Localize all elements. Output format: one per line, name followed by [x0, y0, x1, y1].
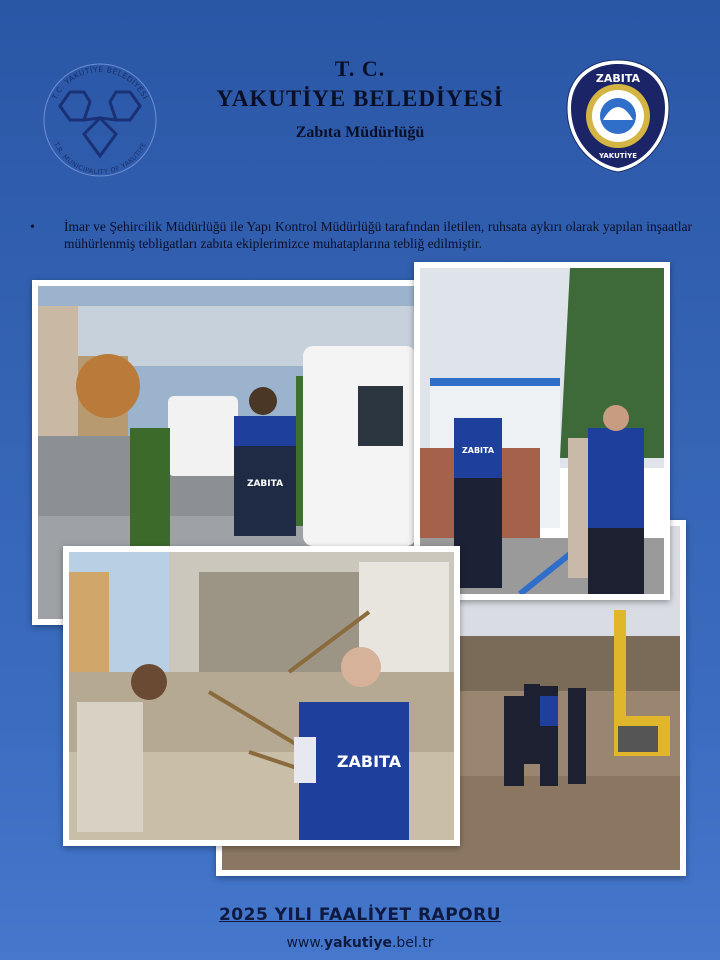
- svg-text:T.C. YAKUTİYE BELEDİYESİ: [50, 65, 150, 102]
- photo-construction-site: [63, 546, 460, 846]
- url-suffix: .bel.tr: [391, 935, 434, 951]
- emblem-bottom-text: YAKUTİYE: [598, 152, 638, 160]
- report-title: 2025 YILI FAALİYET RAPORU: [218, 905, 502, 925]
- photo2-shirt-label: ZABITA: [461, 446, 495, 455]
- photo3-shirt-label: ZABITA: [336, 752, 402, 771]
- header-municipality-name: YAKUTİYE BELEDİYESİ: [216, 86, 504, 111]
- logo-ring-text-bottom: T.R. MUNICIPALITY OF YAKUTIYE: [52, 140, 148, 177]
- header-department: Zabıta Müdürlüğü: [295, 124, 425, 141]
- emblem-top-text: ZABITA: [595, 72, 641, 85]
- logo-ring-text-top: T.C. YAKUTİYE BELEDİYESİ: [50, 64, 150, 101]
- yakutiye-municipality-logo: [38, 58, 162, 182]
- bullet-marker: •: [30, 220, 35, 235]
- zabita-emblem: [565, 58, 671, 174]
- website-url[interactable]: [0, 935, 720, 951]
- body-paragraph: İmar ve Şehircilik Müdürlüğü ile Yapı Kontrol Müdürlüğü tarafından iletilen, ruhsata aykırı olarak yapılan inşaatlar mühürlenmiş tebligatları zabıta ekiplerimizce muhataplarına tebliğ edilmiştir.: [64, 219, 692, 251]
- photo1-vest-label: ZABITA: [246, 479, 284, 489]
- url-domain: yakutiye: [324, 935, 392, 951]
- header-line-tc: T. C.: [334, 56, 386, 81]
- url-prefix: www.: [286, 935, 324, 951]
